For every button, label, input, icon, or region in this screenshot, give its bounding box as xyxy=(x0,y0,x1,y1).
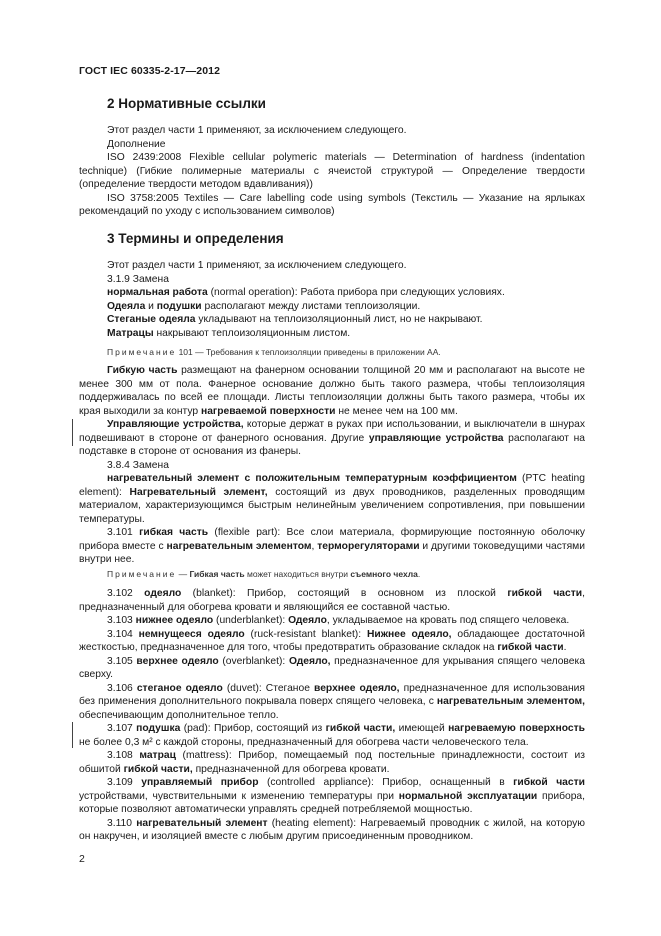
section-3-body-top xyxy=(79,259,585,340)
paragraph-flexible-part: Гибкую часть размещают на фанерном основании толщиной 20 мм и располагают на высоте не менее 300 мм от пола. Фанерное основание должно быть такого размера, чтобы теплоизоляция поддерживалась по всей ее площади. Листы теплоизоляции должны быть такого размера, чтобы их края выходили за контур нагреваемой поверхности не менее чем на 100 мм. xyxy=(79,365,585,417)
paragraph: Стеганые одеяла укладывают на теплоизоляционный лист, но не накрывают. xyxy=(107,314,483,325)
change-bar xyxy=(72,419,73,446)
definition-3-104: 3.104 немнущееся одеяло (ruck-resistant blanket): Нижнее одеяло, обладающее достаточной жесткостью, предназначенное для того, чтобы предотвратить образование складок на гибкой части. xyxy=(79,628,585,653)
section-2-heading: 2 Нормативные ссылки xyxy=(107,96,266,111)
paragraph: Одеяла и подушки располагают между листами теплоизоляции. xyxy=(107,300,421,312)
note-flexible-part: Примечание — Гибкая часть может находиться внутри съемного чехла. xyxy=(107,569,421,579)
paragraph: Дополнение xyxy=(107,138,166,150)
definition-3-102: 3.102 одеяло (blanket): Прибор, состоящий в основном из плоской гибкой части, предназначенный для обогрева кровати и являющийся ее составной частью. xyxy=(79,588,585,613)
note-label: Примечание xyxy=(107,569,177,579)
definition-3-101: 3.101 гибкая часть (flexible part): Все слои материала, формирующие постоянную оболочку прибора вместе с нагревательным элементом, терморегуляторами и другими токоведущими частями внутри нее. xyxy=(79,527,585,565)
section-3-body-mid xyxy=(79,364,585,567)
definition-ptc-heating-element: нагревательный элемент с положительным температурным коэффициентом (PTC heating element): Нагревательный элемент, состоящий из двух проводников, разделенных проводящим материалом, характеризующимся быстрым нелинейным увеличением сопротивления, при повышении температуры. xyxy=(79,473,585,525)
note-101: Примечание 101 — Требования к теплоизоляции приведены в приложении АА. xyxy=(107,347,441,357)
definition-3-110: 3.110 нагревательный элемент (heating element): Нагреваемый проводник с жилой, на которую он накручен, и изоляцией вместе с любым другим присоединенным проводником. xyxy=(79,817,585,842)
clause-3-8-4: 3.8.4 Замена xyxy=(107,459,169,471)
clause-3-1-9: 3.1.9 Замена xyxy=(107,273,169,285)
paragraph: Матрацы накрывают теплоизоляционным листом. xyxy=(107,327,351,339)
term: нормальная работа xyxy=(107,287,208,298)
definition-3-105: 3.105 верхнее одеяло (overblanket): Одеяло, предназначенное для укрывания спящего человека сверху. xyxy=(79,655,585,680)
paragraph: Этот раздел части 1 применяют, за исключением следующего. xyxy=(107,260,407,271)
section-2-body xyxy=(79,124,585,219)
note-label: Примечание xyxy=(107,347,177,357)
change-bar xyxy=(72,722,73,748)
section-3-body-bottom xyxy=(79,587,585,844)
document-header: ГОСТ IEC 60335-2-17—2012 xyxy=(79,65,221,77)
definition-3-103: 3.103 нижнее одеяло (underblanket): Одеяло, укладываемое на кровать под спящего человека. xyxy=(107,615,570,626)
definition-3-109: 3.109 управляемый прибор (controlled appliance): Прибор, оснащенный в гибкой части устройствами, чувствительными к изменению температуры при нормальной эксплуатации прибора, которые позволяют автоматически управлять средней потребляемой мощностью. xyxy=(79,777,586,815)
definition-3-108: 3.108 матрац (mattress): Прибор, помещаемый под постельные принадлежности, состоит из обшитой гибкой части, предназначенной для обогрева кровати. xyxy=(79,750,585,775)
page-number: 2 xyxy=(79,853,85,865)
definition-normal-operation: нормальная работа (normal operation): Работа прибора при следующих условиях. xyxy=(107,287,505,298)
reference-iso-3758: ISO 3758:2005 Textiles — Care labelling code using symbols (Текстиль — Указание на ярлыках рекомендаций по уходу с использованием символов) xyxy=(79,192,585,217)
section-3-heading: 3 Термины и определения xyxy=(107,231,284,246)
definition-3-107: 3.107 подушка (pad): Прибор, состоящий из гибкой части, имеющей нагреваемую поверхность не более 0,3 м² с каждой стороны, предназначенный для обогрева части человеческого тела. xyxy=(79,723,585,748)
paragraph: Этот раздел части 1 применяют, за исключением следующего. xyxy=(107,125,407,136)
reference-iso-2439: ISO 2439:2008 Flexible cellular polymeric materials — Determination of hardness (indentation technique) (Гибкие полимерные материалы с ячеистой структурой — Определение твердости (определение твердости методом вдавливания)) xyxy=(79,152,585,190)
definition-3-106: 3.106 стеганое одеяло (duvet): Стеганое верхнее одеяло, предназначенное для использования без применения дополнительного покрывала поверх спящего человека, с нагревательным элементом, обеспечивающим дополнительное тепло. xyxy=(79,682,585,721)
paragraph-control-devices: Управляющие устройства, которые держат в руках при использовании, и выключатели в шнурах подвешивают в стороне от фанерного основания. Другие управляющие устройства располагают на подставке в стороне от основания из фанеры. xyxy=(79,419,585,457)
